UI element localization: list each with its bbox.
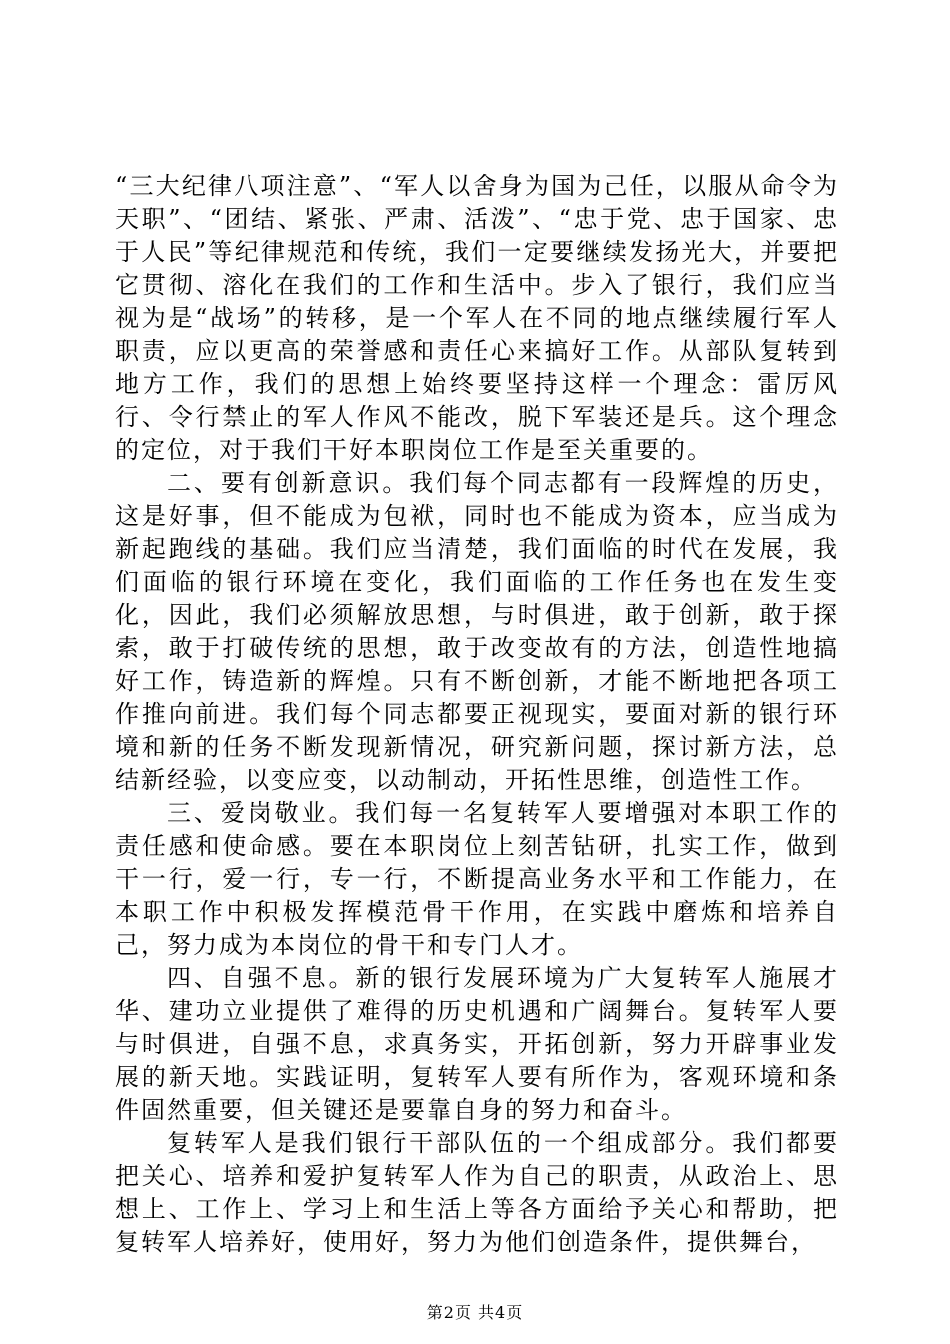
paragraph-continuation: “三大纪律八项注意”、“军人以舍身为国为己任，以服从命令为天职”、“团结、紧张、严肃、活泼”、“忠于党、忠于国家、忠于人民”等纪律规范和传统，我们一定要继续发扬光大，并要把它贯彻、溶化在我们的工作和生活中。步入了银行，我们应当视为是“战场”的转移，是一个军人在不同的地点继续履行军人职责，应以更高的荣誉感和责任心来搞好工作。从部队复转到地方工作，我们的思想上始终要坚持这样一个理念：雷厉风行、令行禁止的军人作风不能改，脱下军装还是兵。这个理念的定位，对于我们干好本职岗位工作是至关重要的。 xyxy=(115,172,839,464)
page-footer: 第2页 共4页 xyxy=(426,1303,524,1322)
paragraph-dedication: 三、爱岗敬业。我们每一名复转军人要增强对本职工作的责任感和使命感。要在本职岗位上刻苦钻研，扎实工作，做到干一行，爱一行，专一行，不断提高业务水平和工作能力，在本职工作中积极发挥模范骨干作用，在实践中磨炼和培养自己，努力成为本岗位的骨干和专门人才。 xyxy=(115,799,839,959)
document-body xyxy=(115,170,839,1259)
paragraph-conclusion: 复转军人是我们银行干部队伍的一个组成部分。我们都要把关心、培养和爱护复转军人作为自己的职责，从政治上、思想上、工作上、学习上和生活上等各方面给予关心和帮助，把复转军人培养好，使用好，努力为他们创造条件，提供舞台， xyxy=(115,1129,839,1256)
paragraph-innovation: 二、要有创新意识。我们每个同志都有一段辉煌的历史，这是好事，但不能成为包袱，同时也不能成为资本，应当成为新起跑线的基础。我们应当清楚，我们面临的时代在发展，我们面临的银行环境在变化，我们面临的工作任务也在发生变化，因此，我们必须解放思想，与时俱进，敢于创新，敢于探索，敢于打破传统的思想，敢于改变故有的方法，创造性地搞好工作，铸造新的辉煌。只有不断创新，才能不断地把各项工作推向前进。我们每个同志都要正视现实，要面对新的银行环境和新的任务不断发现新情况，研究新问题，探讨新方法，总结新经验，以变应变，以动制动，开拓性思维，创造性工作。 xyxy=(115,469,839,794)
paragraph-self-improvement: 四、自强不息。新的银行发展环境为广大复转军人施展才华、建功立业提供了难得的历史机遇和广阔舞台。复转军人要与时俱进，自强不息，求真务实，开拓创新，努力开辟事业发展的新天地。实践证明，复转军人要有所作为，客观环境和条件固然重要，但关键还是要靠自身的努力和奋斗。 xyxy=(115,964,839,1124)
